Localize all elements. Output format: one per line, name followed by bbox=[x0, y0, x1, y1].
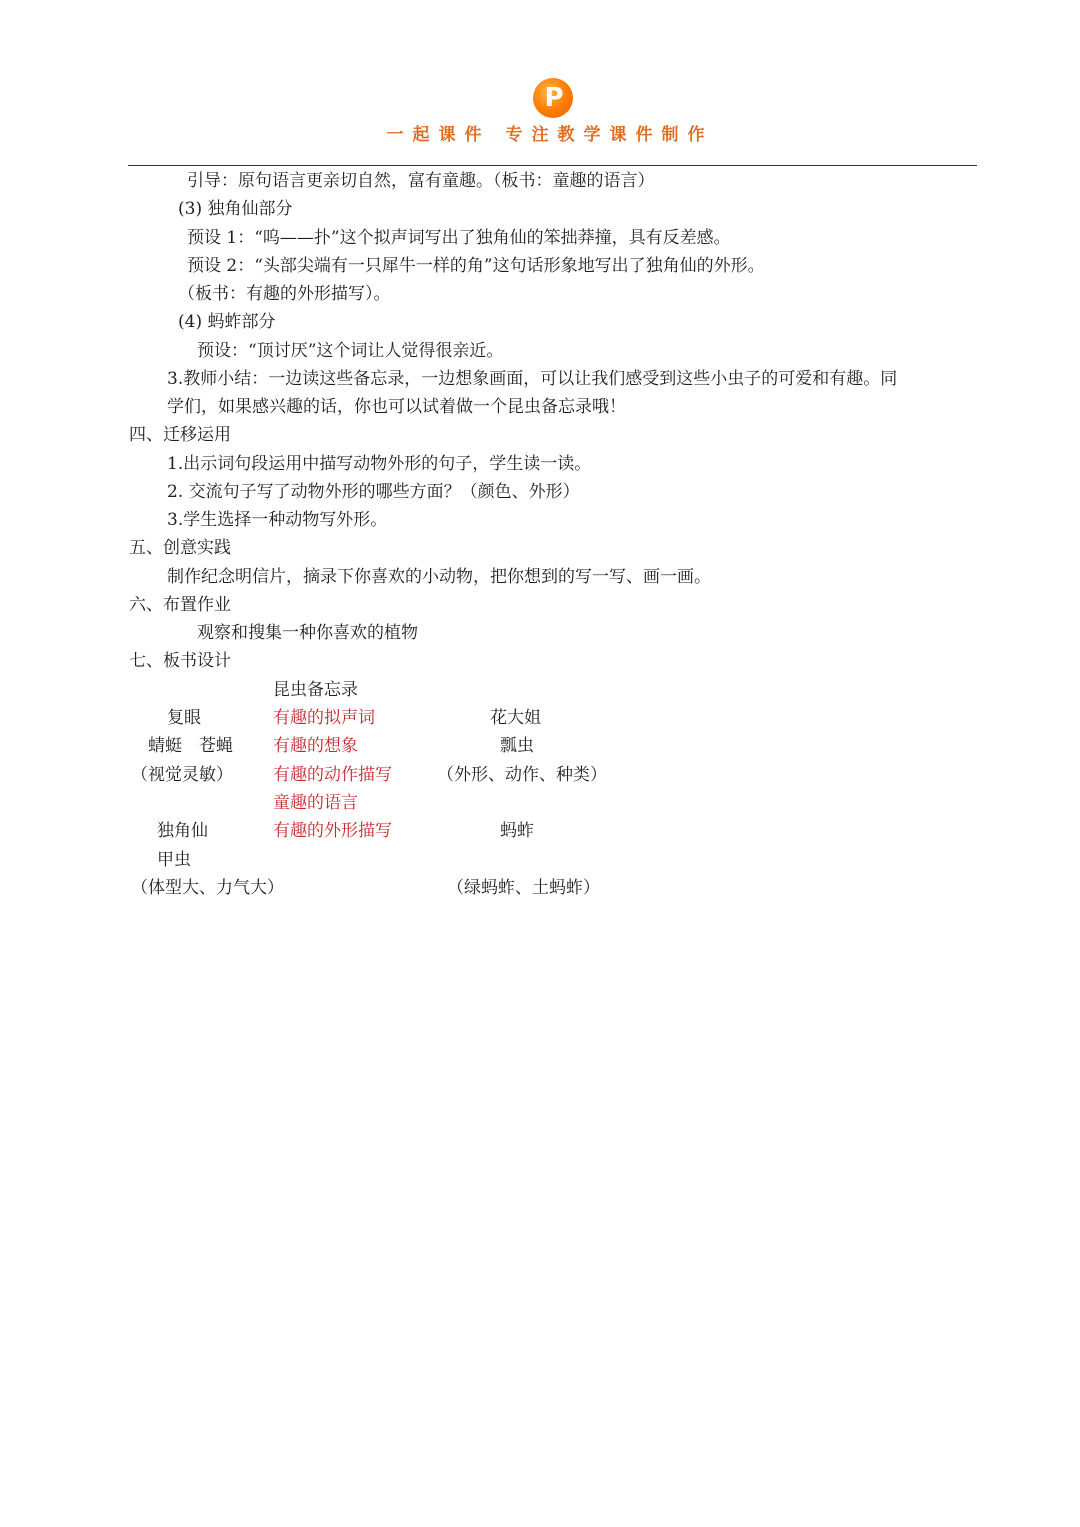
board-center-item: 有趣的外形描写 bbox=[273, 821, 392, 841]
teacher-summary-cont: 学们，如果感兴趣的话，你也可以试着做一个昆虫备忘录哦！ bbox=[167, 397, 626, 417]
board-right-e: （绿蚂蚱、土蚂蚱） bbox=[447, 878, 600, 898]
subsection-3: (3) 独角仙部分 bbox=[178, 199, 293, 219]
preset-grasshopper: 预设：“顶讨厌”这个词让人觉得很亲近。 bbox=[197, 341, 504, 361]
board-right-c: （外形、动作、种类） bbox=[437, 765, 607, 785]
board-center-item: 有趣的想象 bbox=[273, 736, 358, 756]
homework: 观察和搜集一种你喜欢的植物 bbox=[197, 623, 418, 643]
board-center-item: 童趣的语言 bbox=[273, 793, 358, 813]
guide-line: 引导：原句语言更亲切自然，富有童趣。（板书：童趣的语言） bbox=[187, 171, 655, 191]
section-5-heading: 五、创意实践 bbox=[129, 538, 231, 558]
board-right-d: 蚂蚱 bbox=[500, 821, 534, 841]
preset-2: 预设 2：“头部尖端有一只犀牛一样的角”这句话形象地写出了独角仙的外形。 bbox=[187, 256, 765, 276]
board-right-b: 瓢虫 bbox=[500, 736, 534, 756]
section-4-heading: 四、迁移运用 bbox=[129, 425, 231, 445]
brand-slogan: 一起课件 专注教学课件制作 bbox=[386, 125, 714, 145]
header-divider bbox=[128, 165, 977, 166]
brand-logo-icon bbox=[533, 78, 573, 118]
section-6-heading: 六、布置作业 bbox=[129, 595, 231, 615]
board-left-e: 甲虫 bbox=[157, 850, 191, 870]
teacher-summary: 3.教师小结：一边读这些备忘录，一边想象画面，可以让我们感受到这些小虫子的可爱和有趣。同 bbox=[167, 369, 898, 389]
board-center-item: 有趣的动作描写 bbox=[273, 765, 392, 785]
section-7-heading: 七、板书设计 bbox=[129, 651, 231, 671]
board-left-a: 复眼 bbox=[167, 708, 201, 728]
board-title: 昆虫备忘录 bbox=[273, 680, 358, 700]
step-2: 2. 交流句子写了动物外形的哪些方面？（颜色、外形） bbox=[167, 482, 580, 502]
board-center-item: 有趣的拟声词 bbox=[273, 708, 375, 728]
board-left-f: （体型大、力气大） bbox=[131, 878, 284, 898]
step-1: 1.出示词句段运用中描写动物外形的句子，学生读一读。 bbox=[167, 454, 592, 474]
board-left-c: （视觉灵敏） bbox=[131, 765, 233, 785]
subsection-4: (4) 蚂蚱部分 bbox=[178, 312, 276, 332]
step-3: 3.学生选择一种动物写外形。 bbox=[167, 510, 388, 530]
board-right-a: 花大姐 bbox=[490, 708, 541, 728]
logo-letter: P bbox=[544, 83, 564, 113]
preset-1: 预设 1：“呜——扑”这个拟声词写出了独角仙的笨拙莽撞，具有反差感。 bbox=[187, 228, 731, 248]
board-left-d: 独角仙 bbox=[157, 821, 208, 841]
creative-task: 制作纪念明信片，摘录下你喜欢的小动物，把你想到的写一写、画一画。 bbox=[167, 567, 711, 587]
board-note: （板书：有趣的外形描写）。 bbox=[178, 284, 391, 304]
board-left-b: 蜻蜓 苍蝇 bbox=[148, 736, 233, 756]
